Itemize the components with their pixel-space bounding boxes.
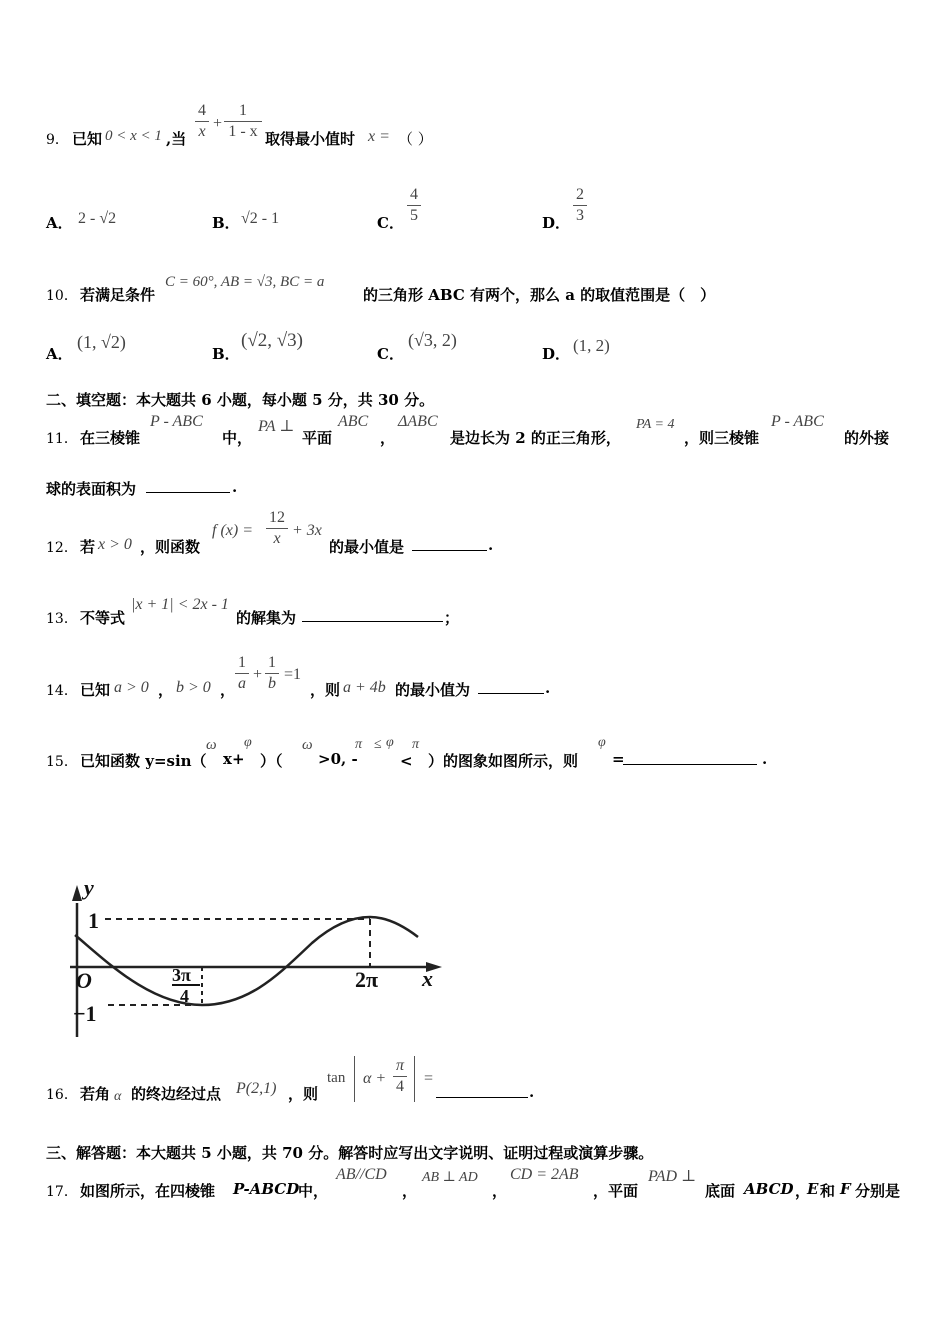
q9-option-b-value: √2 - 1 bbox=[241, 210, 280, 227]
q11-text-3: 平面 bbox=[302, 429, 333, 447]
y-axis-arrow bbox=[72, 885, 82, 901]
y-axis-label: y bbox=[84, 875, 94, 900]
q10-option-c-value: (√3, 2) bbox=[408, 330, 457, 350]
q9-number: 9． bbox=[46, 132, 69, 148]
q11-text-5: 是边长为 2 的正三角形， bbox=[450, 429, 621, 447]
q11-math-6: P - ABC bbox=[771, 413, 824, 430]
q14-answer-blank[interactable] bbox=[478, 679, 544, 694]
q17-text-7: 分别是 bbox=[855, 1182, 901, 1200]
q11-text-4: ， bbox=[380, 429, 396, 447]
q11-line-2: 球的表面积为 bbox=[46, 480, 137, 498]
q16-right-paren bbox=[412, 1056, 415, 1102]
q11-math-2: PA ⊥ bbox=[258, 418, 295, 435]
q15-omega: ω bbox=[206, 737, 217, 753]
x-tick-3pi-denominator: 4 bbox=[180, 986, 189, 1006]
q13-number: 13． bbox=[46, 611, 78, 627]
q14-condition-a: a > 0 bbox=[114, 679, 149, 696]
q15-text-7: = bbox=[612, 750, 625, 768]
q15-omega-2: ω bbox=[302, 737, 313, 753]
q16-inner-alpha: α + bbox=[363, 1070, 387, 1087]
y-tick-one: 1 bbox=[88, 908, 99, 933]
q16-left-paren bbox=[354, 1056, 357, 1102]
q16-end: . bbox=[529, 1083, 535, 1101]
q14-end: . bbox=[545, 679, 551, 697]
q9-condition: 0 < x < 1 bbox=[105, 128, 162, 144]
q11-text-7: 的外接 bbox=[844, 429, 890, 447]
q9-option-a-label: A． bbox=[46, 214, 73, 232]
q12-condition: x > 0 bbox=[98, 536, 132, 553]
q12-text-2: ，则函数 bbox=[140, 538, 201, 556]
q9-option-d-label: D． bbox=[542, 214, 571, 232]
q17-separator-1: ， bbox=[402, 1182, 418, 1200]
q13-inequality: |x + 1| < 2x - 1 bbox=[131, 596, 229, 613]
q15-less-equal: ≤ bbox=[374, 737, 382, 752]
sine-graph bbox=[50, 865, 450, 1045]
q14-number: 14． bbox=[46, 683, 78, 699]
q13-answer-blank[interactable] bbox=[302, 607, 443, 622]
q10-option-b-label: B． bbox=[212, 345, 240, 363]
q9-option-a-value: 2 - √2 bbox=[78, 210, 117, 227]
q15-text-3: ）（ bbox=[260, 752, 283, 770]
q11-text-2: 中， bbox=[222, 429, 253, 447]
q14-plus: + bbox=[253, 666, 263, 683]
q11-math-4: ΔABC bbox=[398, 413, 438, 430]
q9-option-b-label: B． bbox=[212, 214, 240, 232]
q9-text-2: ,当 bbox=[166, 130, 187, 148]
q16-number: 16． bbox=[46, 1087, 78, 1103]
q11-end: . bbox=[232, 478, 238, 496]
q15-pi-1: π bbox=[355, 737, 363, 752]
q10-condition: C = 60°, AB = √3, BC = a bbox=[165, 274, 325, 290]
q17-separator-2: ， bbox=[492, 1182, 508, 1200]
q17-point-f: F bbox=[840, 1180, 851, 1198]
q9-option-c-label: C． bbox=[377, 214, 404, 232]
q15-phi-3: φ bbox=[598, 735, 606, 750]
q17-math-3: CD = 2AB bbox=[510, 1166, 579, 1183]
q12-number: 12． bbox=[46, 540, 78, 556]
q16-pi-fraction: π 4 bbox=[393, 1057, 407, 1096]
q10-option-d-value: (1, 2) bbox=[573, 336, 610, 355]
q17-text-4: 底面 bbox=[705, 1182, 736, 1200]
q9-text-3: 取得最小值时 bbox=[265, 130, 356, 148]
x-tick-two-pi: 2π bbox=[355, 967, 379, 992]
q16-text-1: 若角 bbox=[80, 1085, 111, 1103]
q17-math-2: AB ⊥ AD bbox=[422, 1170, 478, 1185]
q12-fraction: 12 x bbox=[266, 509, 288, 548]
q15-text-1: 已知函数 y=sin（ bbox=[80, 752, 207, 770]
q14-equals-one: =1 bbox=[284, 666, 302, 683]
section-3-heading: 三、解答题：本大题共 5 小题，共 70 分。解答时应写出文字说明、证明过程或演算步骤。 bbox=[46, 1144, 654, 1162]
q11-math-5: PA = 4 bbox=[636, 417, 675, 432]
q11-math-3: ABC bbox=[338, 413, 369, 430]
section-2-heading: 二、填空题：本大题共 6 小题，每小题 5 分，共 30 分。 bbox=[46, 391, 435, 409]
q16-text-3: ，则 bbox=[288, 1085, 319, 1103]
q16-point: P(2,1) bbox=[236, 1080, 277, 1097]
q15-text-6: ）的图象如图所示，则 bbox=[428, 752, 579, 770]
q17-math-1: AB//CD bbox=[336, 1166, 387, 1183]
q17-text-3: ，平面 bbox=[593, 1182, 639, 1200]
q14-text-5: 的最小值为 bbox=[395, 681, 471, 699]
q10-number: 10． bbox=[46, 288, 78, 304]
q15-text-2: x+ bbox=[223, 750, 245, 768]
q9-answer-paren: （ ） bbox=[398, 130, 433, 148]
q9-option-c-fraction: 4 5 bbox=[407, 186, 421, 225]
q11-math-1: P - ABC bbox=[150, 413, 203, 430]
q14-expression: a + 4b bbox=[343, 679, 386, 696]
q14-text-1: 已知 bbox=[80, 681, 111, 699]
q9-text-1: 已知 bbox=[72, 130, 103, 148]
q12-function-name: f (x) = bbox=[212, 522, 253, 539]
q14-text-4: ，则 bbox=[310, 681, 341, 699]
q15-text-5: < bbox=[400, 752, 413, 770]
q14-text-2: ， bbox=[158, 681, 174, 699]
q12-end: . bbox=[488, 536, 494, 554]
origin-label: O bbox=[76, 968, 92, 993]
q10-option-d-label: D． bbox=[542, 345, 571, 363]
q13-text-2: 的解集为 bbox=[236, 609, 297, 627]
q15-end: . bbox=[762, 750, 768, 768]
q12-answer-blank[interactable] bbox=[412, 536, 487, 551]
q15-phi: φ bbox=[244, 735, 252, 750]
q17-text-5: ， bbox=[795, 1182, 811, 1200]
q17-pyramid-name: P-ABCD bbox=[233, 1180, 300, 1198]
q12-text-3: 的最小值是 bbox=[329, 538, 405, 556]
q16-tan: tan bbox=[327, 1070, 346, 1086]
q15-answer-blank[interactable] bbox=[623, 750, 757, 765]
q11-number: 11． bbox=[46, 431, 78, 447]
y-tick-neg-one: −1 bbox=[73, 1001, 97, 1026]
q12-rest: + 3x bbox=[292, 522, 322, 539]
q9-option-d-fraction: 2 3 bbox=[573, 186, 587, 225]
q9-x-equals: x = bbox=[368, 128, 390, 145]
q9-fraction-2: 1 1 - x bbox=[224, 102, 262, 141]
q10-option-b-value: (√2, √3) bbox=[241, 330, 304, 351]
q17-number: 17． bbox=[46, 1184, 78, 1200]
q16-text-2: 的终边经过点 bbox=[131, 1085, 222, 1103]
q13-text-1: 不等式 bbox=[80, 609, 126, 627]
q17-point-e: E bbox=[807, 1180, 819, 1198]
q17-text-2: 中， bbox=[298, 1182, 329, 1200]
q16-alpha: α bbox=[114, 1089, 122, 1104]
q15-text-4: >0, - bbox=[318, 750, 358, 768]
q12-text-1: 若 bbox=[80, 538, 96, 556]
q13-end: ； bbox=[444, 609, 460, 627]
q11-answer-blank[interactable] bbox=[146, 478, 230, 493]
q17-base-name: ABCD bbox=[744, 1180, 794, 1198]
q14-condition-b: b > 0 bbox=[176, 679, 211, 696]
x-axis-label: x bbox=[422, 966, 433, 991]
q17-text-1: 如图所示，在四棱锥 bbox=[80, 1182, 216, 1200]
q14-fraction-a: 1 a bbox=[235, 654, 249, 693]
q10-option-a-value: (1, √2) bbox=[77, 332, 126, 352]
q11-text-6: ，则三棱锥 bbox=[684, 429, 760, 447]
q15-phi-2: φ bbox=[386, 735, 394, 750]
q10-text-2: 的三角形 ABC 有两个，那么 a 的取值范围是（ ） bbox=[363, 286, 716, 304]
q11-text-1: 在三棱锥 bbox=[80, 429, 141, 447]
q9-fraction-1: 4 x bbox=[195, 102, 209, 141]
q17-text-6: 和 bbox=[820, 1182, 836, 1200]
q17-math-4: PAD ⊥ bbox=[648, 1168, 697, 1185]
x-tick-3pi-numerator: 3π bbox=[172, 965, 191, 985]
q9-plus: + bbox=[213, 115, 223, 132]
q14-text-3: ， bbox=[220, 681, 236, 699]
q10-option-a-label: A． bbox=[46, 345, 73, 363]
q10-text-1: 若满足条件 bbox=[80, 286, 156, 304]
q15-number: 15． bbox=[46, 754, 78, 770]
q16-equals: = bbox=[424, 1070, 434, 1087]
q14-fraction-b: 1 b bbox=[265, 654, 279, 693]
q10-option-c-label: C． bbox=[377, 345, 404, 363]
q16-answer-blank[interactable] bbox=[436, 1083, 528, 1098]
q15-pi-2: π bbox=[412, 737, 420, 752]
